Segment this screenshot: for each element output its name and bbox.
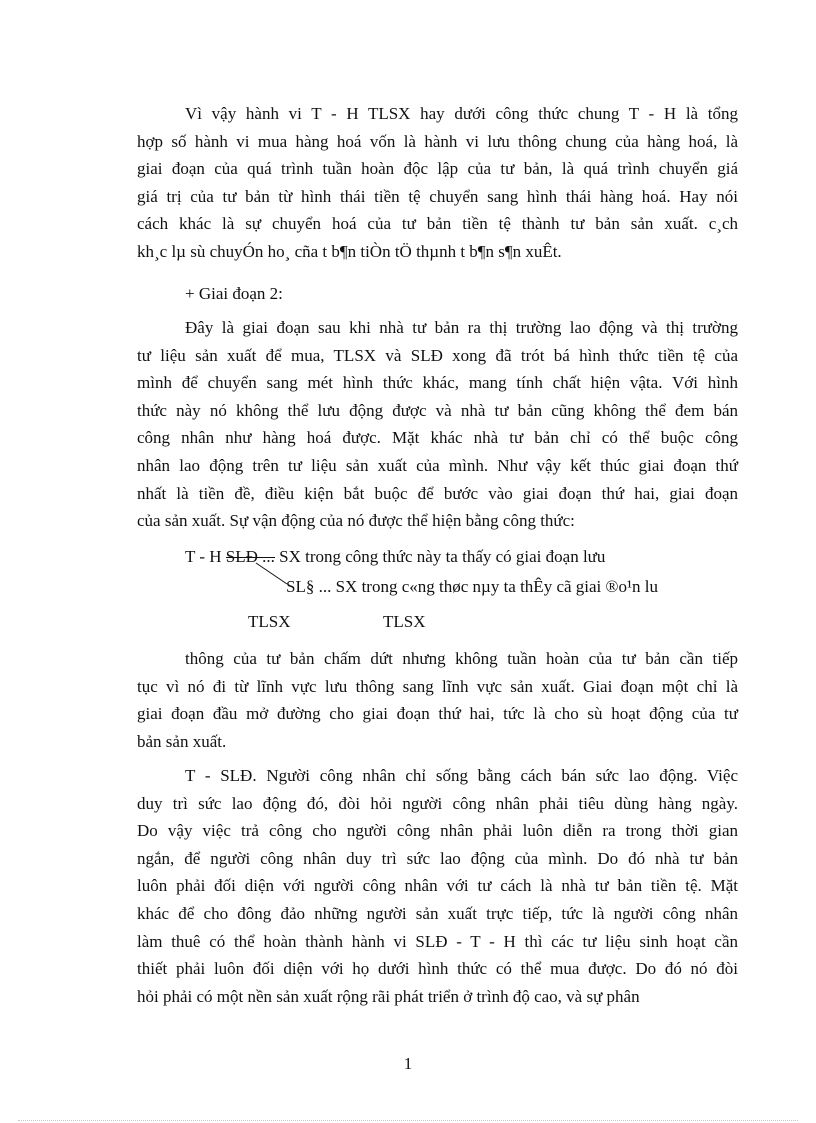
formula-prefix: T - H xyxy=(185,547,226,566)
text-line: Đây là giai đoạn sau khi nhà tư bản ra thị trường lao động và thị trường xyxy=(185,318,738,337)
text-line: hỏi phải có một nền sản xuất rộng rãi phát triển ở trình độ cao, và sự phân xyxy=(137,986,640,1006)
text-line: nhất là tiền đề, điều kiện bắt buộc để bước vào giai đoạn thứ hai, giai đoạn xyxy=(137,483,738,503)
text-line: hợp số hành vi mua hàng hoá vốn là hành vi lưu thông chung của hàng hoá, là xyxy=(137,131,738,151)
formula-rest: SX trong công thức này ta thấy có giai đoạn lưu xyxy=(274,547,606,566)
page-bottom-divider xyxy=(18,1120,798,1121)
paragraph-1 xyxy=(137,100,738,266)
text-line: cách khác là sự chuyển hoá của tư bản tiền tệ thành tư bản sản xuất. c¸ch xyxy=(137,214,738,234)
text-line: thiết phải luôn đối diện với họ dưới hình thức có thể mua được. Do đó nó đòi xyxy=(137,959,738,979)
text-line: mình để chuyển sang mét hình thức khác, mang tính chất hiện vậta. Với hình xyxy=(137,373,738,393)
text-line: bản sản xuất. xyxy=(137,731,227,751)
text-line: giai đoạn đầu mở đường cho giai đoạn thứ hai, tức là cho sù hoạt động của tư xyxy=(137,704,738,724)
text-line: tư liệu sản xuất để mua, TLSX và SLĐ xong đã trót bá hình thức tiền tệ của xyxy=(137,345,738,365)
text-line: duy trì sức lao động đó, đòi hỏi người công nhân phải tiêu dùng hàng ngày. xyxy=(137,793,738,813)
text-line: Do vậy việc trả công cho người công nhân phải luôn diễn ra trong thời gian xyxy=(137,821,738,841)
formula-tlsx-right: TLSX xyxy=(383,612,426,631)
formula-tlsx-left: TLSX xyxy=(248,612,291,631)
paragraph-2 xyxy=(137,314,738,535)
formula-struck-term: SLĐ ... xyxy=(226,543,275,570)
text-line: khác để cho đông đảo những người sản xuất trực tiếp, tức là người công nhân xyxy=(137,903,738,923)
text-line: của sản xuất. Sự vận động của nó được thể hiện bằng công thức: xyxy=(137,511,575,531)
text-line: nhân lao động trên tư liệu sản xuất của mình. Như vậy kết thúc giai đoạn thứ xyxy=(137,455,738,475)
text-line: làm thuê có thể hoàn thành hành vi SLĐ - T - H thì các tư liệu sinh hoạt cần xyxy=(137,931,738,951)
text-line: công nhân như hàng hoá được. Mặt khác nhà tư bản chỉ có thể buộc công xyxy=(137,428,738,448)
formula-line-1 xyxy=(185,543,605,570)
text-line: kh¸c lµ sù chuyÓn ho¸ cña t b¶n tiÒn tÖ thµnh t b¶n s¶n xuÊt. xyxy=(137,241,562,261)
paragraph-3 xyxy=(137,645,738,755)
text-line: thông của tư bản chấm dứt nhưng không tuần hoàn của tư bản cần tiếp xyxy=(185,649,738,668)
text-line: T - SLĐ. Người công nhân chỉ sống bằng cách bán sức lao động. Việc xyxy=(185,766,738,785)
text-line: ngắn, để người công nhân duy trì sức lao động của mình. Do đó nhà tư bản xyxy=(137,848,738,868)
text-line: Vì vậy hành vi T - H TLSX hay dưới công thức chung T - H là tổng xyxy=(185,104,738,123)
page-number: 1 xyxy=(403,1054,413,1073)
paragraph-4 xyxy=(137,762,738,1010)
formula-line-2: SL§ ... SX trong c«ng thøc nµy ta thÊy cã giai ®o¹n lu xyxy=(286,577,659,596)
text-line: giai đoạn của quá trình tuần hoàn độc lập của tư bản, là quá trình chuyển giá xyxy=(137,159,738,179)
formula-branch-line xyxy=(255,562,289,586)
stage-heading: + Giai đoạn 2: xyxy=(185,284,283,303)
text-line: luôn phải đối diện với người công nhân với tư cách là nhà tư bản tiền tệ. Mặt xyxy=(137,876,738,896)
text-line: tục vì nó đi từ lĩnh vực lưu thông sang lĩnh vực sản xuất. Giai đoạn một chỉ là xyxy=(137,676,738,696)
text-line: giá trị của tư bản từ hình thái tiền tệ chuyển sang hình thái hàng hoá. Hay nói xyxy=(137,186,738,206)
text-line: thức này nó không thể lưu động được và nhà tư bản cũng không thể đem bán xyxy=(137,400,738,420)
